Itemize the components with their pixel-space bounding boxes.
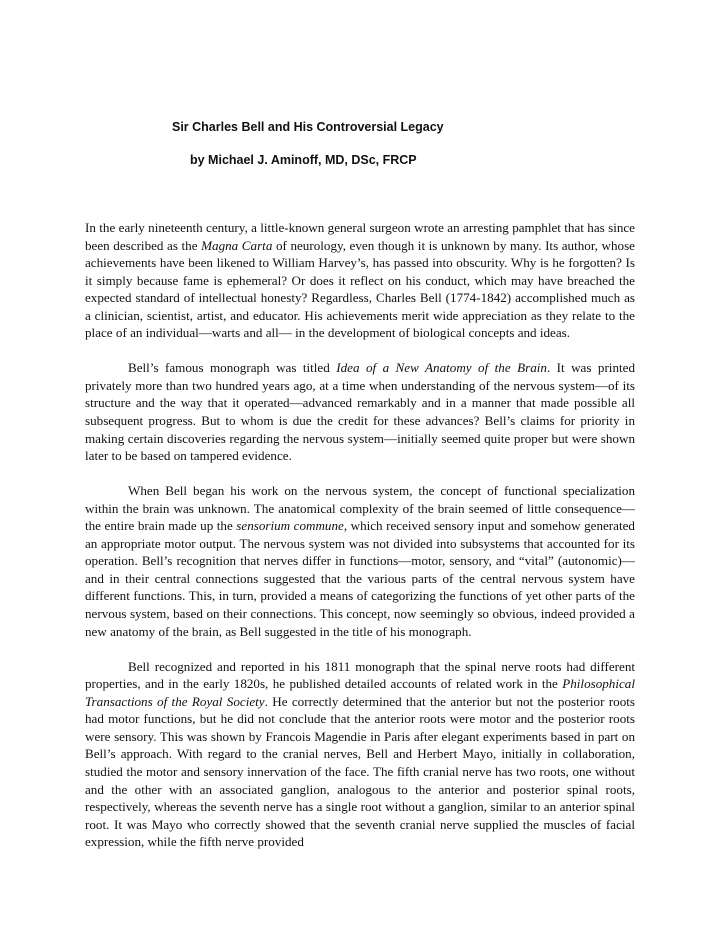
paragraph-3-text-a: When Bell began his work on the nervous system, the concept of functional specialization within the brain was unknown. The anatomical complexity of the brain seemed of little consequence—the entire brain made up the — [85, 483, 635, 534]
paragraph-3-italic-sensorium: sensorium commune — [236, 518, 344, 534]
paragraph-1-text-a: In the early nineteenth century, a little-known general surgeon wrote an arresting pamphlet that has since been described as the — [85, 220, 635, 253]
paragraph-4 — [85, 658, 635, 851]
document-body — [85, 219, 635, 868]
paragraph-1 — [85, 219, 635, 342]
paragraph-2-text-b: . It was printed privately more than two hundred years ago, at a time when understanding of the nervous system—of its structure and the way that it operated—advanced remarkably and in a manner that made possible all subsequent progress. But to whom is due the credit for these advances? Bell’s claims for priority in making certain discoveries regarding the nervous system—initially seemed quite proper but were shown later to be based on tampered evidence. — [85, 360, 635, 464]
paragraph-4-text-b: . He correctly determined that the anterior but not the posterior roots had motor functions, but he did not conclude that the anterior roots were motor and the posterior roots were sensory. This was shown by Francois Magendie in Paris after elegant experiments based in part on Bell’s approach. With regard to the cranial nerves, Bell and Herbert Mayo, initially in collaboration, studied the motor and sensory innervation of the face. The fifth cranial nerve has two roots, one without and the other with an associated ganglion, analogous to the anterior and posterior spinal roots, respectively, whereas the seventh nerve has a single root without a ganglion, similar to an anterior spinal root. It was Mayo who correctly showed that the seventh cranial nerve supplied the muscles of facial expression, while the fifth nerve provided — [85, 693, 635, 850]
paragraph-1-italic-magna-carta: Magna Carta — [201, 237, 273, 253]
paragraph-1-text-b: of neurology, even though it is unknown by many. Its author, whose achievements have been likened to William Harvey’s, has passed into obscurity. Why is he forgotten? Is it simply because fame is ephemeral? Or does it reflect on his conduct, which may have breached the expected standard of intellectual honesty? Regardless, Charles Bell (1774-1842) accomplished much as a clinician, scientist, artist, and educator. His achievements merit wide appreciation as they relate to the place of an individual—warts and all— in the development of biological concepts and ideas. — [85, 237, 635, 341]
paragraph-3 — [85, 482, 635, 640]
paragraph-3-text-b: , which received sensory input and somehow generated an appropriate motor output. The nervous system was not divided into subsystems that accounted for its operation. Bell’s recognition that nerves differ in functions—motor, sensory, and “vital” (autonomic)—and in their central connections suggested that the various parts of the central nervous system have different functions. This, in turn, provided a means of categorizing the functions of yet other parts of the nervous system, based on their connections. This concept, now seemingly so obvious, indeed provided a new anatomy of the brain, as Bell suggested in the title of his monograph. — [85, 518, 635, 639]
paragraph-2-text-a: Bell’s famous monograph was titled — [128, 360, 337, 376]
paragraph-4-italic-journal: Philosophical Transactions of the Royal Society — [85, 676, 635, 709]
document-title: Sir Charles Bell and His Controversial Legacy — [172, 120, 444, 134]
paragraph-4-text-a: Bell recognized and reported in his 1811 monograph that the spinal nerve roots had different properties, and in the early 1820s, he published detailed accounts of related work in the — [85, 658, 635, 692]
paragraph-2-italic-monograph-title: Idea of a New Anatomy of the Brain — [336, 360, 547, 376]
paragraph-2 — [85, 359, 635, 464]
document-byline: by Michael J. Aminoff, MD, DSc, FRCP — [190, 153, 417, 167]
